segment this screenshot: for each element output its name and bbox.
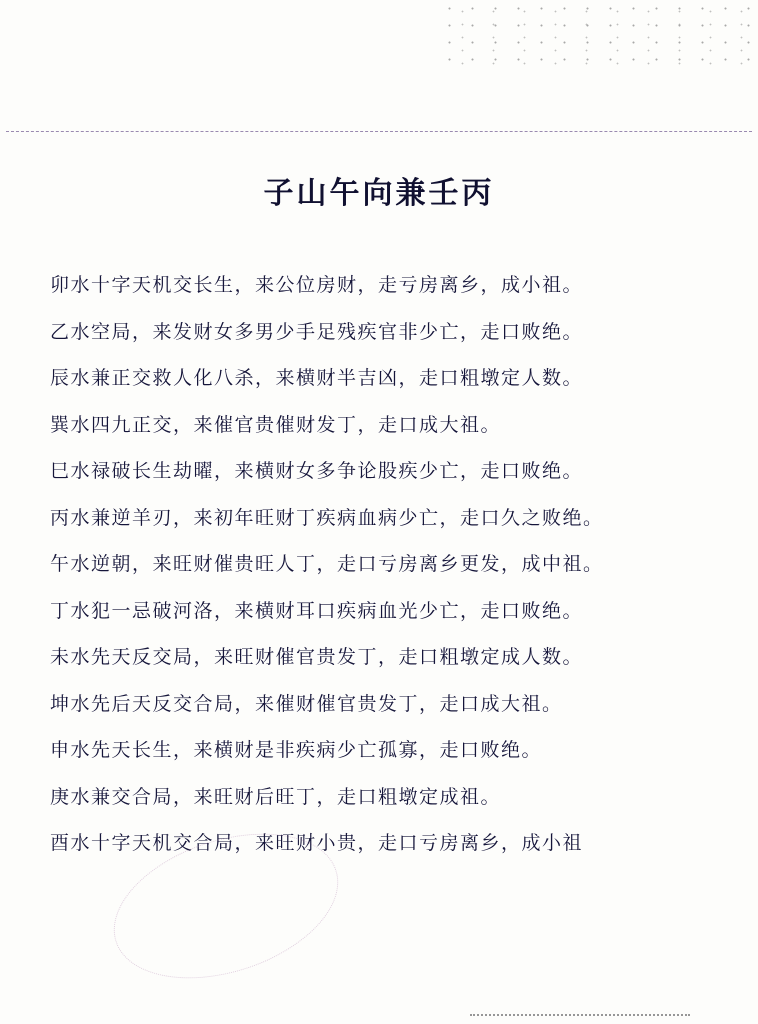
text-line-8: 丁水犯一忌破河洛，来横财耳口疾病血光少亡，走口败绝。 (50, 599, 584, 622)
top-divider (6, 131, 752, 132)
text-line-5: 巳水禄破长生劫曜，来横财女多争论股疾少亡，走口败绝。 (50, 460, 584, 482)
text-line-11: 申水先天长生，来横财是非疾病少亡孤寡，走口败绝。 (50, 739, 543, 761)
page-speckles (438, 0, 758, 70)
text-line-4: 巽水四九正交，来催官贵催财发丁，走口成大祖。 (50, 413, 502, 436)
text-line-10: 坤水先后天反交合局，来催财催官贵发丁，走口成大祖。 (50, 692, 563, 715)
text-line-9: 未水先天反交局，来旺财催官贵发丁，走口粗墩定成人数。 (50, 646, 584, 668)
text-body (50, 262, 730, 867)
text-line-3: 辰水兼正交救人化八杀，来横财半吉凶，走口粗墩定人数。 (50, 367, 584, 389)
page-title: 子山午向兼壬丙 (263, 176, 495, 211)
text-line-12: 庚水兼交合局，来旺财后旺丁，走口粗墩定成祖。 (50, 785, 502, 808)
text-line-7: 午水逆朝，来旺财催贵旺人丁，走口亏房离乡更发，成中祖。 (50, 553, 604, 575)
text-line-2: 乙水空局，来发财女多男少手足残疾官非少亡，走口败绝。 (50, 320, 584, 343)
text-line-1: 卯水十字天机交长生，来公位房财，走亏房离乡，成小祖。 (50, 274, 584, 296)
bottom-scan-marks (470, 1014, 690, 1022)
text-line-13: 酉水十字天机交合局，来旺财小贵，走口亏房离乡，成小祖 (50, 832, 584, 854)
text-line-6: 丙水兼逆羊刃，来初年旺财丁疾病血病少亡，走口久之败绝。 (50, 506, 604, 529)
